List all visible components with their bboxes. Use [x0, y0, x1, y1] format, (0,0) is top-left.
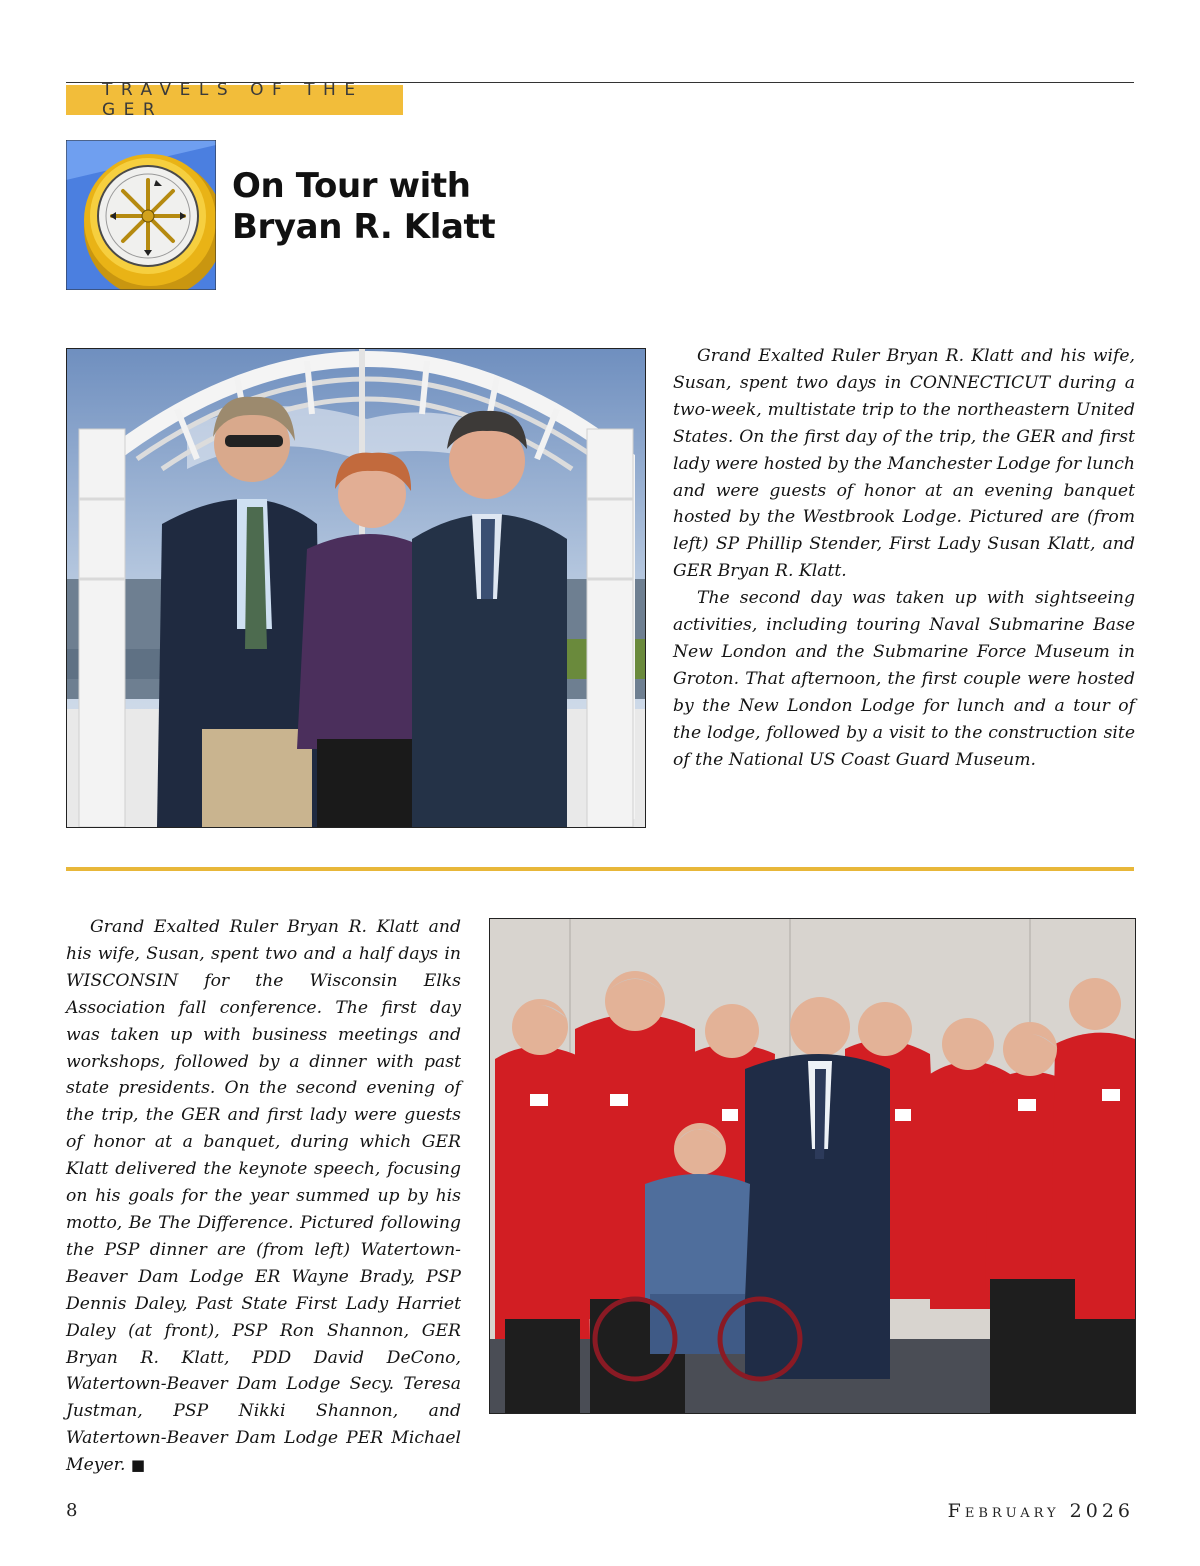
wisconsin-paragraph-text: Grand Exalted Ruler Bryan R. Klatt and his wife, Susan, spent two and a half days in WISCONSIN for the Wisconsin Elks Association fall conference. The first day was taken up with business meetings and workshops, followed by a dinner with past state presidents. On the second evening of the trip, the GER and first lady were guests of honor at a banquet, during which GER Klatt delivered the keynote speech, focusing on his goals for the year summed up by his motto, Be The Difference. Pictured following the PSP dinner are (from left) Watertown-Beaver Dam Lodge ER Wayne Brady, PSP Dennis Daley, Past State First Lady Harriet Daley (at front), PSP Ron Shannon, GER Bryan R. Klatt, PDD David DeCono, Watertown-Beaver Dam Lodge Secy. Teresa Justman, PSP Nikki Shannon, and Watertown-Beaver Dam Lodge PER Michael Meyer.: [66, 917, 461, 1476]
connecticut-paragraph-1: Grand Exalted Ruler Bryan R. Klatt and his wife, Susan, spent two days in CONNECTICUT during a two-week, multistate trip to the northeastern United States. On the first day of the trip, the GER and first lady were hosted by the Manchester Lodge for lunch and were guests of honor at an evening banquet hosted by the Westbrook Lodge. Pictured are (from left) SP Phillip Stender, First Lady Susan Klatt, and GER Bryan R. Klatt.: [673, 346, 1135, 582]
section-divider: [66, 867, 1134, 871]
title-line-2: Bryan R. Klatt: [232, 207, 496, 247]
page-number: 8: [66, 1500, 78, 1521]
section-label: TRAVELS OF THE GER: [102, 80, 364, 120]
wisconsin-paragraph: [66, 914, 461, 1479]
connecticut-paragraph-2: The second day was taken up with sightseeing activities, including touring Naval Submarine Base New London and the Submarine Force Museum in Groton. That afternoon, the first couple were hosted by the New London Lodge for lunch and a tour of the lodge, followed by a visit to the construction site of the National US Coast Guard Museum.: [673, 588, 1135, 770]
end-mark-icon: ■: [130, 1456, 146, 1475]
section-label-tab: [66, 80, 403, 120]
wisconsin-story: [66, 914, 461, 1479]
compass-icon: [66, 140, 216, 290]
wisconsin-group-photo: [489, 918, 1136, 1414]
issue-date: February 2026: [947, 1500, 1134, 1522]
connecticut-group-photo: [66, 348, 646, 828]
connecticut-story: [673, 343, 1135, 774]
page-title: [232, 166, 495, 248]
title-line-1: On Tour with: [232, 166, 471, 206]
